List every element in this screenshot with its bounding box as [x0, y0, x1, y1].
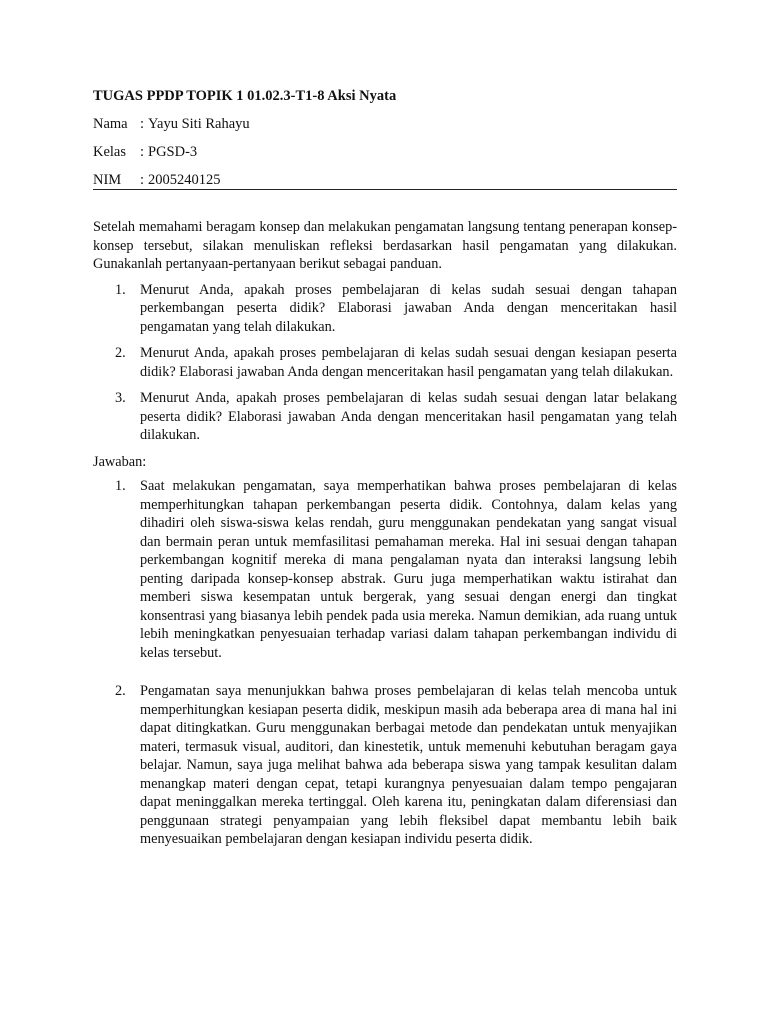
- question-text: Menurut Anda, apakah proses pembelajaran di kelas sudah sesuai dengan tahapan perkembangan peserta didik? Elaborasi jawaban Anda dengan menceritakan hasil pengamatan yang telah dilakukan.: [140, 281, 677, 335]
- meta-value: PGSD-3: [148, 144, 198, 160]
- list-number: 1.: [115, 281, 126, 298]
- list-number: 2.: [115, 345, 126, 361]
- meta-label: NIM: [93, 172, 122, 188]
- meta-separator: :: [140, 172, 145, 188]
- intro-paragraph: Setelah memahami beragam konsep dan melakukan pengamatan langsung tentang penerapan konsep-konsep tersebut, silakan menuliskan refleksi berdasarkan hasil pengamatan yang dilakukan. Gunakanlah pertanyaan-pertanyaan berikut sebagai panduan.: [93, 219, 677, 272]
- meta-separator: :: [140, 144, 145, 160]
- question-list: [93, 281, 677, 445]
- meta-row-nama: [93, 115, 250, 133]
- meta-value: 2005240125: [148, 172, 221, 188]
- answer-text: Pengamatan saya menunjukkan bahwa proses pembelajaran di kelas telah mencoba untuk memperhitungkan kesiapan peserta didik, meskipun masih ada beberapa area di mana hal ini dapat ditingkatkan. Guru menggunakan berbagai metode dan pendekatan untuk menyajikan materi, termasuk visual, auditori, dan kinestetik, untuk memenuhi kebutuhan beragam gaya belajar. Namun, saya juga melihat bahwa ada beberapa siswa yang tampak kesulitan dalam menangkap materi dengan cepat, tetapi kurangnya penyesuaian dalam tempo pengajaran dapat meninggalkan mereka tertinggal. Oleh karena itu, peningkatan dalam diferensiasi dan penggunaan strategi penyampaian yang lebih fleksibel dapat membantu lebih baik menyesuaikan pembelajaran dengan kesiapan individu peserta didik.: [140, 683, 677, 847]
- meta-row-nim: [93, 171, 221, 189]
- document-body: [93, 218, 677, 849]
- list-item: [93, 281, 677, 337]
- meta-row-kelas: [93, 143, 197, 161]
- answer-text: Saat melakukan pengamatan, saya memperhatikan bahwa proses pembelajaran di kelas memperhitungkan tahapan perkembangan peserta didik. Contohnya, dalam kelas yang dihadiri oleh siswa-siswa kelas rendah, guru menggunakan pendekatan yang sangat visual dan bermain peran untuk memfasilitasi pemahaman mereka. Hal ini sesuai dengan tahapan perkembangan kognitif mereka di mana pengalaman nyata dan interaksi langsung lebih penting daripada konsep-konsep abstrak. Guru juga memperhatikan waktu istirahat dan memberi siswa kesempatan untuk bergerak, yang sesuai dengan energi dan tingkat konsentrasi yang biasanya lebih pendek pada usia mereka. Namun demikian, ada ruang untuk lebih meningkatkan penyesuaian terhadap variasi dalam tahapan perkembangan individu di kelas tersebut.: [140, 478, 677, 661]
- meta-label: Kelas: [93, 144, 127, 160]
- meta-separator: :: [140, 116, 145, 132]
- list-number: 1.: [115, 478, 126, 494]
- document-title: TUGAS PPDP TOPIK 1 01.02.3-T1-8 Aksi Nyata: [93, 88, 397, 104]
- list-item: [93, 682, 677, 849]
- list-number: 3.: [115, 390, 126, 406]
- question-text: Menurut Anda, apakah proses pembelajaran di kelas sudah sesuai dengan latar belakang peserta didik? Elaborasi jawaban Anda dengan menceritakan hasil pengamatan yang telah dilakukan.: [140, 390, 677, 443]
- answer-list: [93, 477, 677, 849]
- meta-value: Yayu Siti Rahayu: [148, 116, 250, 132]
- question-text: Menurut Anda, apakah proses pembelajaran di kelas sudah sesuai dengan kesiapan peserta didik? Elaborasi jawaban Anda dengan menceritakan hasil pengamatan yang telah dilakukan.: [140, 345, 677, 380]
- header-divider: [93, 189, 677, 190]
- list-item: [93, 344, 677, 381]
- list-item: [93, 389, 677, 445]
- list-number: 2.: [115, 683, 126, 699]
- answer-heading: Jawaban:: [93, 453, 147, 470]
- list-item: [93, 477, 677, 662]
- meta-label: Nama: [93, 116, 128, 132]
